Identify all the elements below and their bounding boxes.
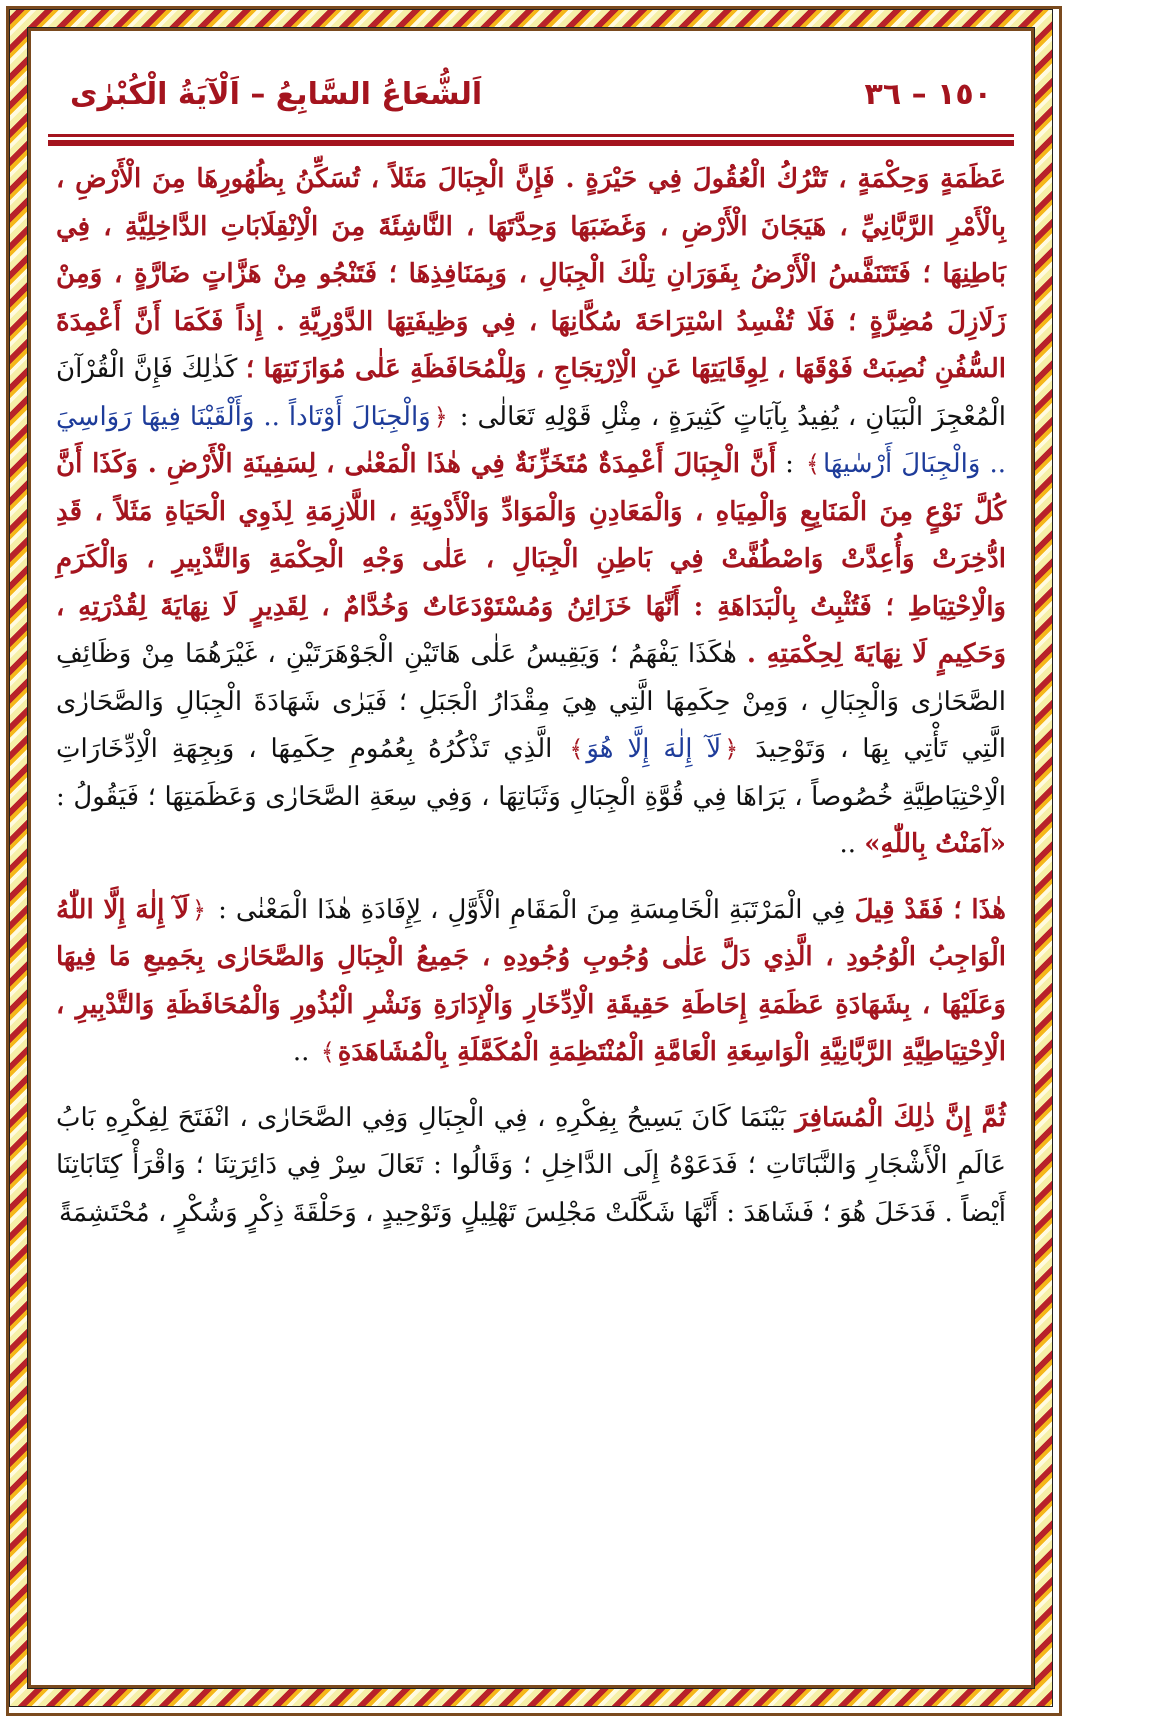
quran-verse: وَالْجِبَالَ أَوْتَاداً .. وَأَلْقَيْنَا فِيهَا رَوَاسِيَ .. وَالْجِبَالَ أَرْسٰيهَا [56, 401, 1006, 479]
ornate-bracket-open-icon: ﴿ [192, 895, 207, 924]
book-page [48, 60, 1014, 1660]
text-segment: «آمَنْتُ بِاللّٰهِ» [864, 829, 1006, 859]
ornate-bracket-close-icon: ﴾ [569, 735, 584, 763]
body-text [48, 156, 1014, 1237]
text-segment: : [776, 449, 803, 479]
paragraph-2 [56, 887, 1006, 1077]
text-segment: الَّذِي تَذْكُرُهُ بِعُمُومِ حِكَمِهَا ، وَبِجِهَةِ الْاِدِّخَارَاتِ الْاِحْتِيَاطِيَّةِ خُصُوصاً ، يَرَاهَا فِي قُوَّةِ الْجِبَالِ وَثَبَاتِهَا ، وَفِي سِعَةِ الصَّحَارٰى وَعَظَمَتِهَا ؛ فَيَقُولُ : [56, 734, 1006, 812]
paragraph-1 [56, 156, 1006, 869]
ornate-bracket-close-icon: ﴾ [320, 1038, 335, 1066]
text-segment: كَذٰلِكَ فَإِنَّ الْقُرْآنَ الْمُعْجِزَ الْبَيَانِ ، يُفِيدُ بِآيَاتٍ كَثِيرَةٍ ، مِثْلِ قَوْلِهِ تَعَالٰى : [56, 354, 1006, 432]
ornate-bracket-close-icon: ﴾ [805, 450, 820, 478]
quran-verse: لَآ إِلٰهَ إِلَّا هُوَ [586, 734, 722, 764]
page-title: اَلشُّعَاعُ السَّابِعُ – اَلْآيَةُ الْكُبْرٰى [70, 76, 483, 112]
header-rule-thick [48, 140, 1014, 146]
paragraph-3 [56, 1095, 1006, 1238]
text-segment: فِي الْمَرْتَبَةِ الْخَامِسَةِ مِنَ الْمَقَامِ الْأَوَّلِ ، لِإِفَادَةِ هٰذَا الْمَعْنٰى : [209, 894, 855, 925]
text-segment: هٰكَذَا يَفْهَمُ ؛ وَيَقِيسُ عَلٰى هَاتَيْنِ الْجَوْهَرَتَيْنِ ، غَيْرَهُمَا مِنْ وَظَائِفِ الصَّحَارٰى وَالْجِبَالِ ، وَمِنْ حِكَمِهَا الَّتِي هِيَ مِقْدَارُ الْجَبَلِ ؛ فَيَرٰى شَهَادَةَ الْجِبَالِ وَالصَّحَارٰى الَّتِي تَأْتِي بِهَا ، وَتَوْحِيدَ [56, 639, 1006, 764]
ornate-bracket-open-icon: ﴿ [433, 402, 448, 431]
text-segment: .. [839, 829, 865, 859]
page-header [48, 60, 1014, 128]
ornate-bracket-open-icon: ﴿ [724, 735, 739, 763]
text-segment: .. [292, 1037, 318, 1067]
text-segment: بَيْنَمَا كَانَ يَسِيحُ بِفِكْرِهِ ، فِي الْجِبَالِ وَفِي الصَّحَارٰى ، انْفَتَحَ لِفِكْرِهِ بَابُ عَالَمِ الْأَشْجَارِ وَالنَّبَاتَاتِ ؛ فَدَعَوْهُ إِلَى الدَّاخِلِ ؛ وَقَالُوا : تَعَالَ سِرْ فِي دَائِرَتِنَا ؛ وَاقْرَأْ كِتَابَاتِنَا أَيْضاً . فَدَخَلَ هُوَ ؛ فَشَاهَدَ : أَنَّهَا شَكَّلَتْ مَجْلِسَ تَهْلِيلٍ وَتَوْحِيدٍ ، وَحَلْقَةَ ذِكْرٍ وَشُكْرٍ ، مُحْتَشِمَةً [56, 1102, 1006, 1228]
header-rule-thin [48, 134, 1014, 137]
text-segment: أَنَّ الْجِبَالَ أَعْمِدَةٌ مُتَخَزِّنَةٌ فِي هٰذَا الْمَعْنٰى ، لِسَفِينَةِ الْأَرْضِ . وَكَذَا أَنَّ كُلَّ نَوْعٍ مِنَ الْمَنَابِعِ وَالْمِيَاهِ ، وَالْمَعَادِنِ وَالْمَوَادِّ وَالْأَدْوِيَةِ ، اللَّازِمَةِ لِذَوِي الْحَيَاةِ مَثَلاً ، قَدِ ادُّخِرَتْ وَأُعِدَّتْ وَاصْطُفَّتْ فِي بَاطِنِ الْجِبَالِ ، عَلٰى وَجْهِ الْحِكْمَةِ وَالتَّدْبِيرِ ، وَالْكَرَمِ وَالْاِحْتِيَاطِ ؛ فَتُثْبِتُ بِالْبَدَاهَةِ : أَنَّهَا خَزَائِنُ وَمُسْتَوْدَعَاتٌ وَخُدَّامٌ ، لِقَدِيرٍ لَا نِهَايَةَ لِقُدْرَتِهِ ، وَحَكِيمٍ لَا نِهَايَةَ لِحِكْمَتِهِ . [56, 449, 1006, 669]
page-number: ١٥٠ – ٣٦ [864, 76, 992, 112]
text-segment: هٰذَا ؛ فَقَدْ قِيلَ [854, 894, 1006, 925]
text-segment: عَظَمَةٍ وَحِكْمَةٍ ، تَتْرُكُ الْعُقُولَ فِي حَيْرَةٍ . فَإِنَّ الْجِبَالَ مَثَلاً ، تُسَكِّنُ بِظُهُورِهَا مِنَ الْأَرْضِ ، بِالْأَمْرِ الرَّبَّانِيِّ ، هَيَجَانَ الْأَرْضِ ، وَغَضَبَهَا وَحِدَّتَهَا ، النَّاشِئَةَ مِنَ الْاِنْقِلَابَاتِ الدَّاخِلِيَّةِ ، فِي بَاطِنِهَا ؛ فَتَتَنَفَّسُ الْأَرْضُ بِفَوَرَانِ تِلْكَ الْجِبَالِ ، وَبِمَنَافِذِهَا ؛ فَتَنْجُو مِنْ هَزَّاتٍ ضَارَّةٍ ، وَمِنْ زَلَازِلَ مُضِرَّةٍ ؛ فَلَا تُفْسِدُ اسْتِرَاحَةَ سُكَّانِهَا ، فِي وَظِيفَتِهَا الدَّوْرِيَّةِ . إِذاً فَكَمَا أَنَّ أَعْمِدَةَ السُّفُنِ نُصِبَتْ فَوْقَهَا ، لِوِقَايَتِهَا عَنِ الْاِرْتِجَاجِ ، وَلِلْمُحَافَظَةِ عَلٰى مُوَازَنَتِهَا ؛ [56, 164, 1006, 384]
text-segment: ثُمَّ إِنَّ ذٰلِكَ الْمُسَافِرَ [795, 1102, 1006, 1133]
quoted-statement: لَآ إِلٰهَ إِلَّا اللّٰهُ الْوَاجِبُ الْوُجُودِ ، الَّذِي دَلَّ عَلٰى وُجُوبِ وُجُودِهِ ، جَمِيعُ الْجِبَالِ وَالصَّحَارٰى بِجَمِيعِ مَا فِيهَا وَعَلَيْهَا ، بِشَهَادَةِ عَظَمَةِ إِحَاطَةِ حَقِيقَةِ الْاِدِّخَارِ وَالْإِدَارَةِ وَنَشْرِ الْبُذُورِ وَالْمُحَافَظَةِ وَالتَّدْبِيرِ ، الْاِحْتِيَاطِيَّةِ الرَّبَّانِيَّةِ الْوَاسِعَةِ الْعَامَّةِ الْمُنْتَظِمَةِ الْمُكَمَّلَةِ بِالْمُشَاهَدَةِ [56, 894, 1006, 1067]
